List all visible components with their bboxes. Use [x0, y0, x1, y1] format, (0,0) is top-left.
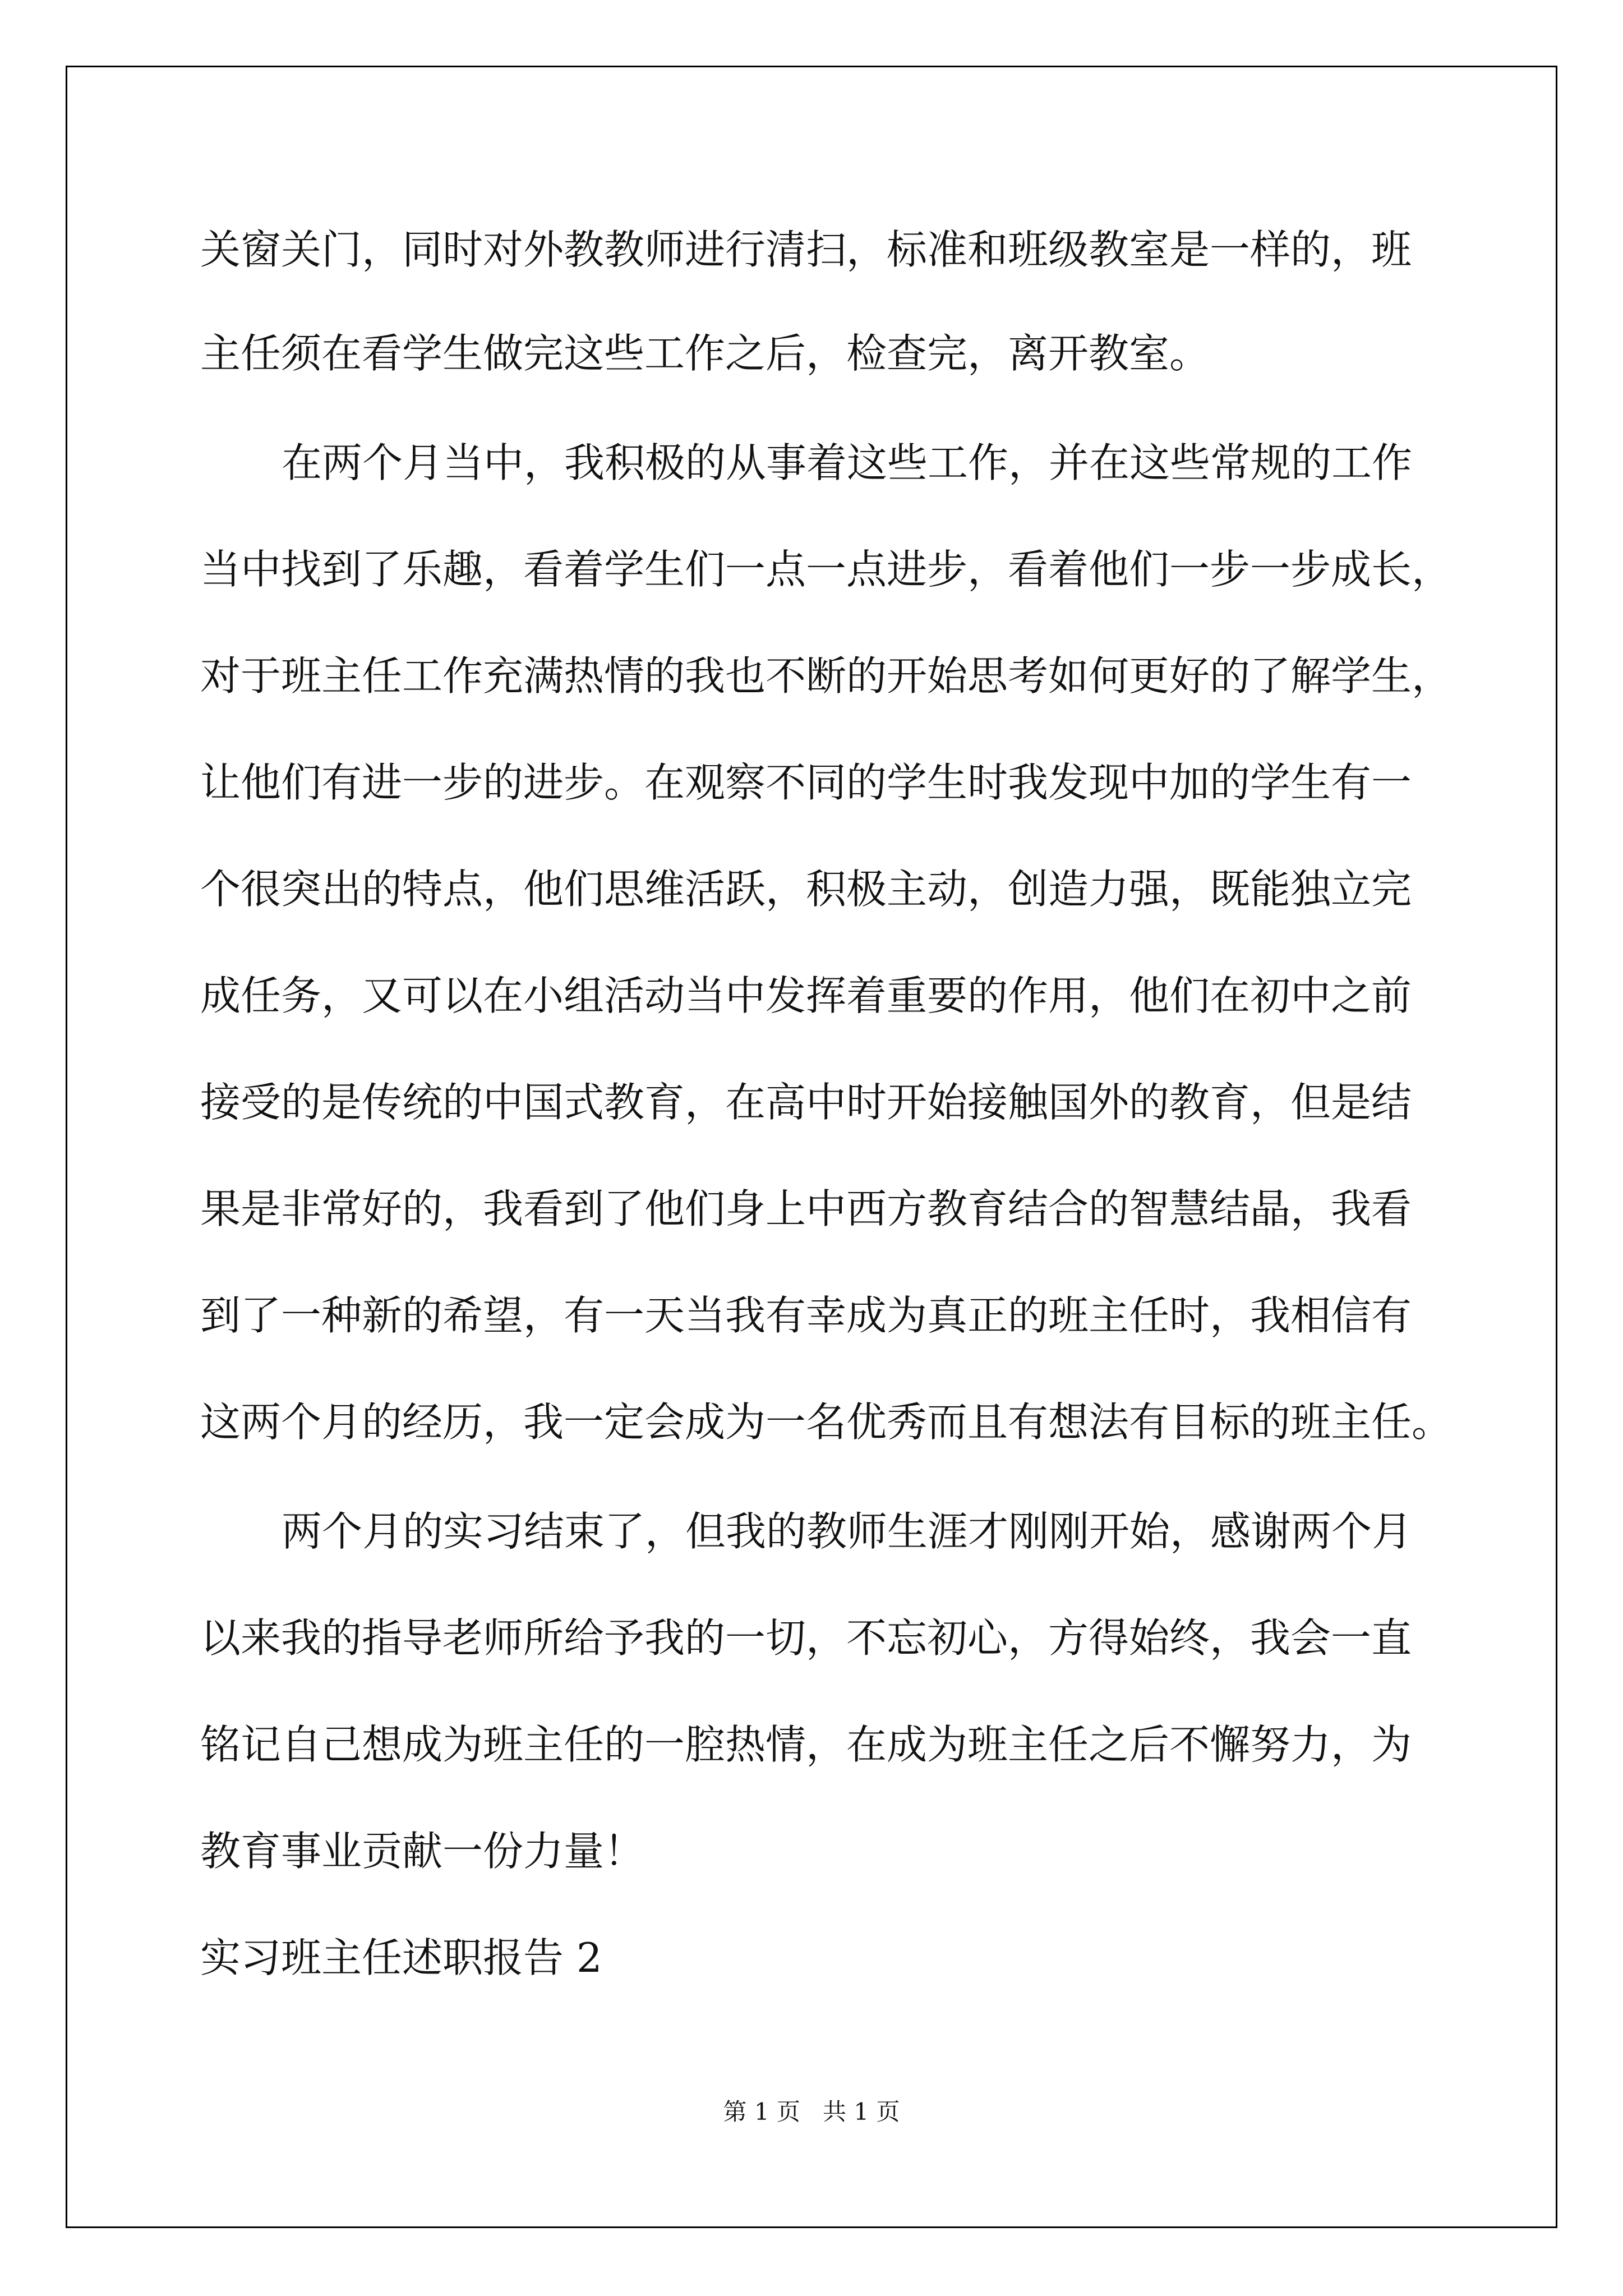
page-border	[66, 66, 1557, 2228]
body-text-line: 对于班主任工作充满热情的我也不断的开始思考如何更好的了解学生，	[200, 652, 1453, 700]
section-heading: 实习班主任述职报告 2	[200, 1934, 602, 1981]
paragraph-start-line: 两个月的实习结束了，但我的教师生涯才刚刚开始，感谢两个月	[282, 1508, 1413, 1555]
body-text-line: 果是非常好的，我看到了他们身上中西方教育结合的智慧结晶，我看	[200, 1185, 1412, 1232]
body-text-line: 成任务，又可以在小组活动当中发挥着重要的作用，他们在初中之前	[200, 972, 1412, 1019]
body-text-line: 个很突出的特点，他们思维活跃，积极主动，创造力强，既能独立完	[200, 866, 1412, 913]
body-text-line: 当中找到了乐趣，看着学生们一点一点进步，看着他们一步一步成长，	[200, 546, 1453, 593]
body-text-line: 铭记自己想成为班主任的一腔热情，在成为班主任之后不懈努力，为	[200, 1721, 1412, 1768]
body-text-line: 到了一种新的希望，有一天当我有幸成为真正的班主任时，我相信有	[200, 1292, 1412, 1339]
body-text-line: 关窗关门，同时对外教教师进行清扫，标准和班级教室是一样的，班	[200, 226, 1412, 273]
body-text-line: 接受的是传统的中国式教育，在高中时开始接触国外的教育，但是结	[200, 1079, 1412, 1126]
body-text-line: 这两个月的经历，我一定会成为一名优秀而且有想法有目标的班主任。	[200, 1398, 1453, 1446]
paragraph-start-line: 在两个月当中，我积极的从事着这些工作，并在这些常规的工作	[282, 439, 1413, 486]
body-text-line: 让他们有进一步的进步。在观察不同的学生时我发现中加的学生有一	[200, 759, 1412, 806]
body-text-line: 以来我的指导老师所给予我的一切，不忘初心，方得始终，我会一直	[200, 1614, 1412, 1662]
body-text-line: 教育事业贡献一份力量！	[200, 1828, 645, 1875]
page-footer: 第 1 页 共 1 页	[723, 2098, 900, 2125]
body-text-line: 主任须在看学生做完这些工作之后，检查完，离开教室。	[200, 330, 1210, 377]
